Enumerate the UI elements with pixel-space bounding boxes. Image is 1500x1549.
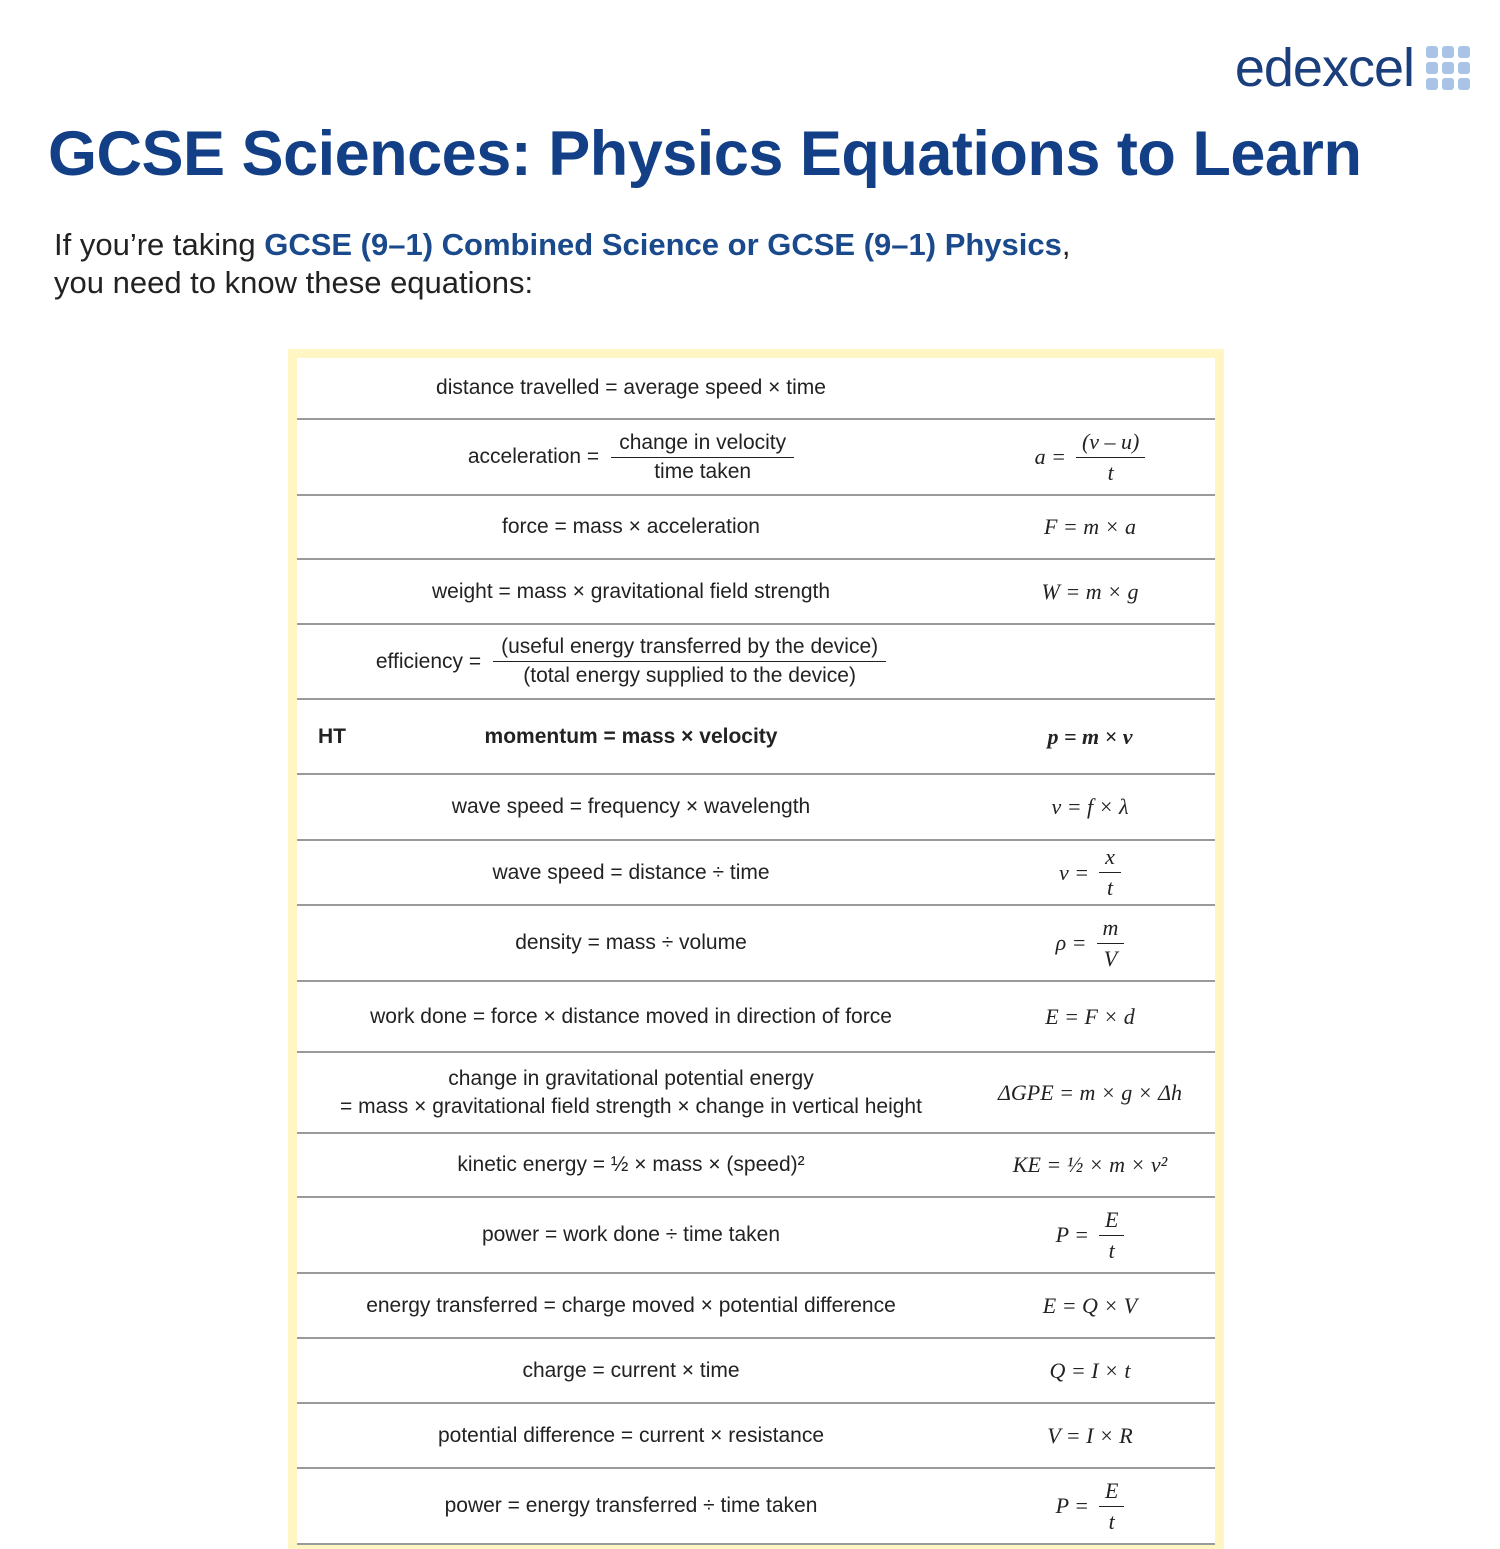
word-equation: distance travelled = average speed × time [436,376,826,399]
symbol-equation: KE = ½ × m × v² [1012,1152,1168,1177]
symbol-equation: W = m × g [1041,578,1139,604]
higher-tier-tag: HT [318,724,346,748]
equation-row [297,420,1215,496]
equation-row [297,775,1215,841]
word-equation [297,625,965,698]
equation-row [297,982,1215,1053]
fraction-denominator: t [1107,459,1114,485]
equation-row [297,1053,1215,1134]
word-equation: power = work done ÷ time taken [481,1223,781,1246]
fraction-denominator: t [1108,1237,1115,1263]
intro-prefix: If you’re taking [54,227,265,262]
equation-row [297,700,1215,775]
fraction-denominator: t [1106,875,1114,900]
word-equation: weight = mass × gravitational field strength [431,579,831,603]
word-equation-line1: change in gravitational potential energy [448,1066,814,1090]
symbol-fraction [1076,429,1145,486]
word-equation: wave speed = distance ÷ time [492,860,770,884]
symbol-equation: ΔGPE = m × g × Δh [997,1079,1182,1105]
logo-dots-icon [1426,46,1470,90]
word-equation: density = mass ÷ volume [515,931,747,954]
equation-row [297,1274,1215,1339]
fraction-numerator: x [1099,844,1121,873]
word-equation: potential difference = current × resistance [437,1423,824,1447]
word-equation [297,1053,965,1132]
word-equation [297,420,965,494]
fraction-denominator: time taken [654,459,752,483]
edexcel-logo [1235,40,1470,96]
word-equation: kinetic energy = ½ × mass × (speed)² [457,1153,805,1176]
logo-text: edexcel [1234,38,1414,98]
symbol-equation: Q = I × t [1049,1357,1131,1383]
symbol-equation-left: v = [1059,859,1090,885]
word-equation: charge = current × time [522,1358,740,1382]
equations-card [288,349,1224,1549]
word-equation: wave speed = frequency × wavelength [451,795,811,818]
symbol-equation: E = F × d [1045,1003,1135,1029]
symbol-fraction [1097,915,1125,972]
word-equation-left: acceleration = [467,445,600,468]
symbol-fraction [1099,1207,1124,1264]
fraction-numerator: m [1097,915,1125,944]
fraction-numerator: (useful energy transferred by the device) [493,635,886,662]
equation-row [297,1469,1215,1545]
word-equation: energy transferred = charge moved × potential difference [366,1293,896,1317]
symbol-equation-left: a = [1034,444,1066,469]
word-equation: power = energy transferred ÷ time taken [444,1494,818,1517]
symbol-equation: v = f × λ [1051,794,1129,819]
symbol-equation: F = m × a [1043,514,1137,539]
symbol-equation [965,1469,1215,1543]
symbol-equation [965,841,1215,904]
page-title: GCSE Sciences: Physics Equations to Learn [48,119,1362,189]
fraction-numerator: change in velocity [611,431,794,458]
equation-row [297,358,1215,420]
symbol-equation-left: P = [1055,1493,1089,1518]
equation-row [297,560,1215,625]
fraction-denominator: V [1103,945,1118,971]
symbol-equation: p = m × v [1047,723,1133,749]
symbol-equation: E = Q × V [1042,1292,1138,1318]
intro-suffix: , [1061,227,1071,262]
equation-row [297,841,1215,906]
fraction-numerator: E [1099,1478,1124,1507]
symbol-equation [965,906,1215,980]
equation-row [297,1339,1215,1404]
equation-row [297,1404,1215,1469]
equations-table [297,358,1215,1545]
symbol-fraction [1099,844,1121,901]
word-equation-line2: = mass × gravitational field strength × change in vertical height [340,1094,922,1118]
symbol-fraction [1099,1478,1124,1535]
symbol-equation-left: ρ = [1055,930,1087,955]
equation-row [297,625,1215,700]
intro-line2: you need to know these equations: [54,265,534,300]
equation-row [297,1198,1215,1274]
intro-highlight: GCSE (9–1) Combined Science or GCSE (9–1) Physics [264,227,1062,262]
intro-text [54,226,1071,302]
fraction-numerator: E [1099,1207,1124,1236]
symbol-equation: V = I × R [1047,1422,1133,1448]
equation-row [297,906,1215,982]
word-equation: work done = force × distance moved in direction of force [370,1004,892,1028]
symbol-equation [965,1198,1215,1272]
word-fraction [611,431,794,484]
word-equation-left: efficiency = [375,649,482,673]
fraction-denominator: t [1108,1508,1115,1534]
word-equation: force = mass × acceleration [502,515,760,538]
word-equation: momentum = mass × velocity [484,724,778,748]
symbol-equation [965,420,1215,494]
symbol-equation-left: P = [1055,1222,1089,1247]
equation-row [297,1134,1215,1198]
fraction-numerator: (v – u) [1076,429,1145,458]
fraction-denominator: (total energy supplied to the device) [523,664,856,687]
equation-row [297,496,1215,560]
word-fraction [493,635,886,688]
